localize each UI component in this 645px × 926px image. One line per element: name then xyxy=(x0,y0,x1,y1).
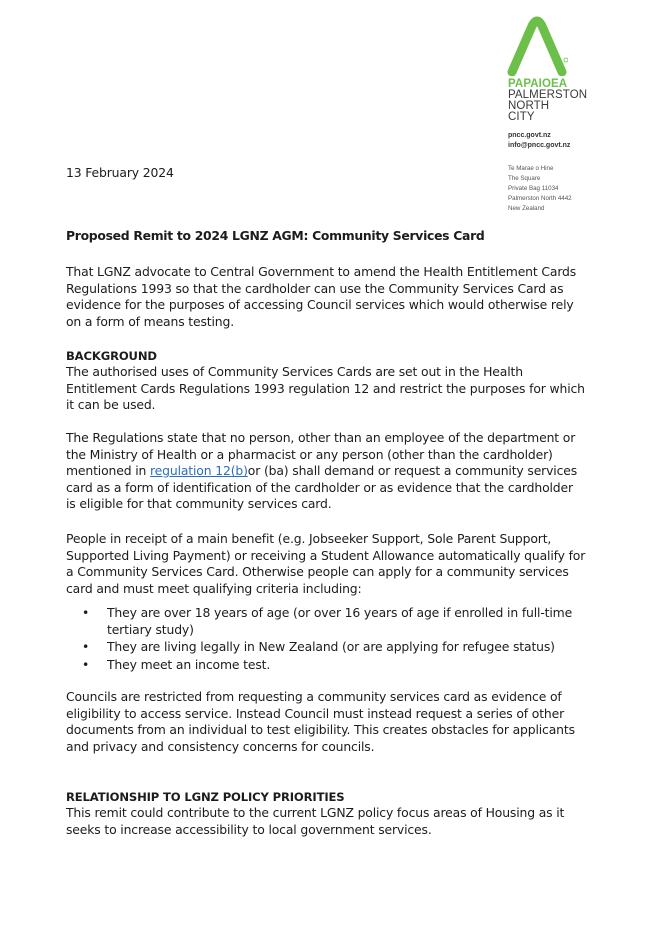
address-line: Private Bag 11034 xyxy=(508,185,559,192)
address-line: The Square xyxy=(508,175,541,182)
bullet-icon: • xyxy=(82,656,90,672)
pncc-logo-icon xyxy=(506,14,568,76)
brand-line-north: NORTH xyxy=(508,100,550,112)
list-item xyxy=(66,657,586,674)
list-item-text: They meet an income test. xyxy=(107,656,271,672)
bullet-icon: • xyxy=(82,605,90,620)
background-paragraph-3: People in receipt of a main benefit (e.g. Jobseeker Support, Sole Parent Support, Supported Living Payment) or receiving a Student Allowance automatically qualify for a Community Services Card. Otherwise people can apply for a community services card and must meet qualifying criteria including: xyxy=(66,531,586,596)
background-paragraph-1: The authorised uses of Community Services Cards are set out in the Health Entitlement Cards Regulations 1993 regulation 12 and restrict the purposes for which it can be used. xyxy=(66,364,585,413)
list-item-text: They are over 18 years of age (or over 16 years of age if enrolled in full-time tertiary study) xyxy=(107,605,573,637)
website-link[interactable]: pncc.govt.nz xyxy=(508,132,551,139)
list-item xyxy=(66,605,586,638)
criteria-list xyxy=(66,605,586,674)
list-item xyxy=(66,639,586,656)
address-line: New Zealand xyxy=(508,205,545,212)
brand-line-city: CITY xyxy=(508,111,535,123)
contact-block xyxy=(508,131,570,151)
background-paragraph-4: Councils are restricted from requesting a community services card as evidence of eligibility to access service. Instead Council must instead request a series of other documents from an individual to test eligibility. This creates obstacles for applicants and privacy and consistency concerns for councils. xyxy=(66,689,575,754)
paragraph-text: or (ba) shall demand or request a community services card as a form of identification of the cardholder or as evidence that the cardholder is eligible for that community services card. xyxy=(66,463,578,512)
brand-wordmark xyxy=(508,79,587,123)
document-date: 13 February 2024 xyxy=(66,165,174,180)
brand-line-palmerston: PALMERSTON xyxy=(508,89,588,101)
list-item-text: They are living legally in New Zealand (or are applying for refugee status) xyxy=(107,639,555,655)
brand-line-papaioea: PAPAIOEA xyxy=(508,78,568,90)
bullet-icon: • xyxy=(82,639,90,655)
remit-paragraph: That LGNZ advocate to Central Government to amend the Health Entitlement Cards Regulations 1993 so that the cardholder can use the Community Services Card as evidence for the purposes of accessing Council services which would otherwise rely on a form of means testing. xyxy=(66,264,577,329)
email-link[interactable]: info@pncc.govt.nz xyxy=(508,142,571,149)
paragraph-text: The Regulations state that no person, other than an employee of the department or the Ministry of Health or a pharmacist or any person (other than the cardholder) mentioned in xyxy=(66,430,576,479)
background-paragraph-2 xyxy=(66,430,586,513)
address-line: Palmerston North 4442 xyxy=(508,195,572,202)
relationship-heading: RELATIONSHIP TO LGNZ POLICY PRIORITIES xyxy=(66,790,345,804)
address-line: Te Marae o Hine xyxy=(508,165,554,172)
relationship-paragraph: This remit could contribute to the current LGNZ policy focus areas of Housing as it seeks to increase accessibility to local government services. xyxy=(66,805,565,837)
regulation-12b-link[interactable]: regulation 12(b) xyxy=(150,463,248,479)
background-heading: BACKGROUND xyxy=(66,349,157,363)
document-title: Proposed Remit to 2024 LGNZ AGM: Community Services Card xyxy=(66,228,485,243)
